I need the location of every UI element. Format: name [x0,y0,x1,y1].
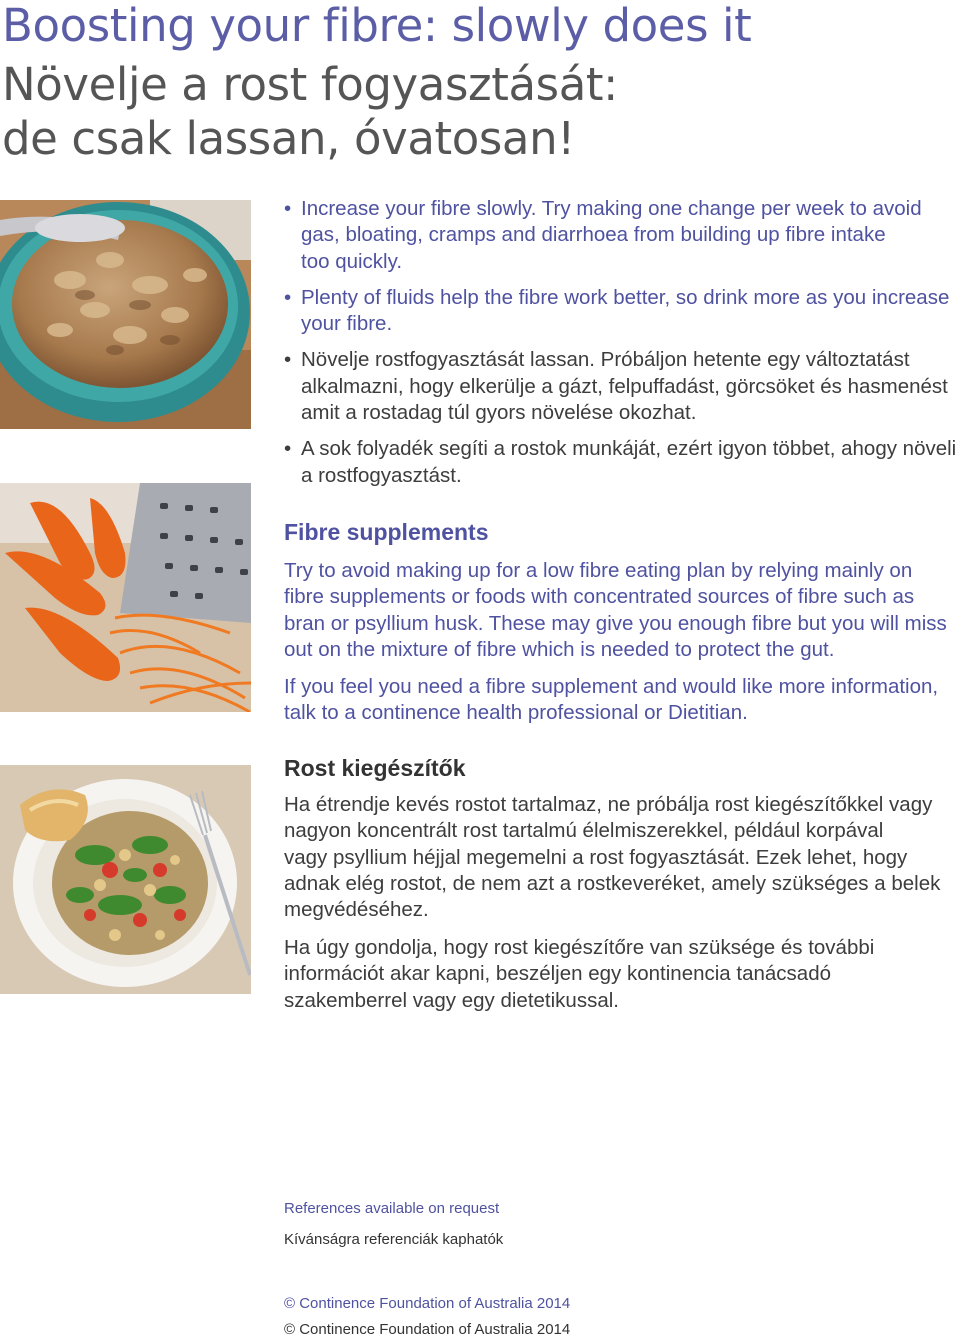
paragraph-line: Ha úgy gondolja, hogy rost kiegészítőre van szüksége és további [284,936,875,959]
paragraph-line: fibre supplements or foods with concentrated sources of fibre such as [284,585,915,609]
section-heading-rost-kiegeszitok: Rost kiegészítők [284,755,466,781]
list-item-line: a rostfogyasztást. [301,463,462,487]
paragraph-line: Try to avoid making up for a low fibre eating plan by relying mainly on [284,559,913,582]
page-title-hungarian [2,58,618,166]
chickpea-salad-plate-photo [0,765,251,994]
bullet-marker: • [284,197,292,220]
fibre-supplements-paragraph [284,674,960,727]
copyright-english: © Continence Foundation of Australia 2014 [284,1295,571,1312]
bullet-marker: • [284,437,292,461]
paragraph-line: megvédéséhez. [284,898,429,922]
paragraph-line: adnak elég rostot, de nem azt a rostkeveréket, amely szükséges a belek [284,871,941,895]
fibre-supplements-paragraph [284,558,960,663]
bran-flakes-bowl-photo [0,200,251,429]
list-item-line: Increase your fibre slowly. Try making one change per week to avoid [301,197,922,220]
paragraph-line: bran or psyllium husk. These may give you enough fibre but you will miss [284,611,947,635]
tips-list [284,196,960,499]
list-item-line: gas, bloating, cramps and diarrhoea from building up fibre intake [301,223,886,247]
title-hungarian-line: Növelje a rost fogyasztását: [2,58,618,111]
list-item [284,196,960,275]
list-item-line: A sok folyadék segíti a rostok munkáját, ezért igyon többet, ahogy növeli [301,437,957,461]
bullet-marker: • [284,285,292,309]
list-item-line: Plenty of fluids help the fibre work better, so drink more as you increase [301,285,950,309]
copyright-hungarian: © Continence Foundation of Australia 2014 [284,1321,571,1338]
paragraph-line: Ha étrendje kevés rostot tartalmaz, ne próbálja rost kiegészítőkkel vagy [284,793,933,816]
bullet-marker: • [284,348,292,372]
carrots-grater-photo [0,483,251,712]
list-item [284,347,960,426]
list-item [284,436,960,489]
list-item-line: too quickly. [301,249,403,273]
list-item [284,285,960,338]
paragraph-line: If you feel you need a fibre supplement and would like more information, [284,675,939,698]
paragraph-line: talk to a continence health professional or Dietitian. [284,701,748,725]
title-hungarian-line: de csak lassan, óvatosan! [2,112,575,165]
paragraph-line: szakemberrel vagy egy dietetikussal. [284,988,619,1012]
rost-kiegeszitok-paragraph [284,792,960,923]
references-note-hungarian: Kívánságra referenciák kaphatók [284,1231,504,1248]
paragraph-line: vagy psyllium héjjal megemelni a rost fogyasztását. Ezek lehet, hogy [284,845,908,869]
paragraph-line: out on the mixture of fibre which is needed to protect the gut. [284,637,835,661]
rost-kiegeszitok-paragraph [284,935,960,1014]
list-item-line: your fibre. [301,312,393,336]
paragraph-line: információt akar kapni, beszéljen egy kontinencia tanácsadó [284,962,831,986]
list-item-line: alkalmazni, hogy elkerülje a gázt, felpuffadást, görcsöket és hasmenést [301,374,948,398]
paragraph-line: nagyon koncentrált rost tartalmú élelmiszerekkel, például korpával [284,819,884,843]
list-item-line: amit a rostadag túl gyors növelése okozhat. [301,401,697,425]
section-heading-fibre-supplements: Fibre supplements [284,519,489,545]
page-title-english: Boosting your fibre: slowly does it [2,0,752,52]
list-item-line: Növelje rostfogyasztását lassan. Próbáljon hetente egy változtatást [301,348,910,372]
references-note-english: References available on request [284,1200,500,1217]
